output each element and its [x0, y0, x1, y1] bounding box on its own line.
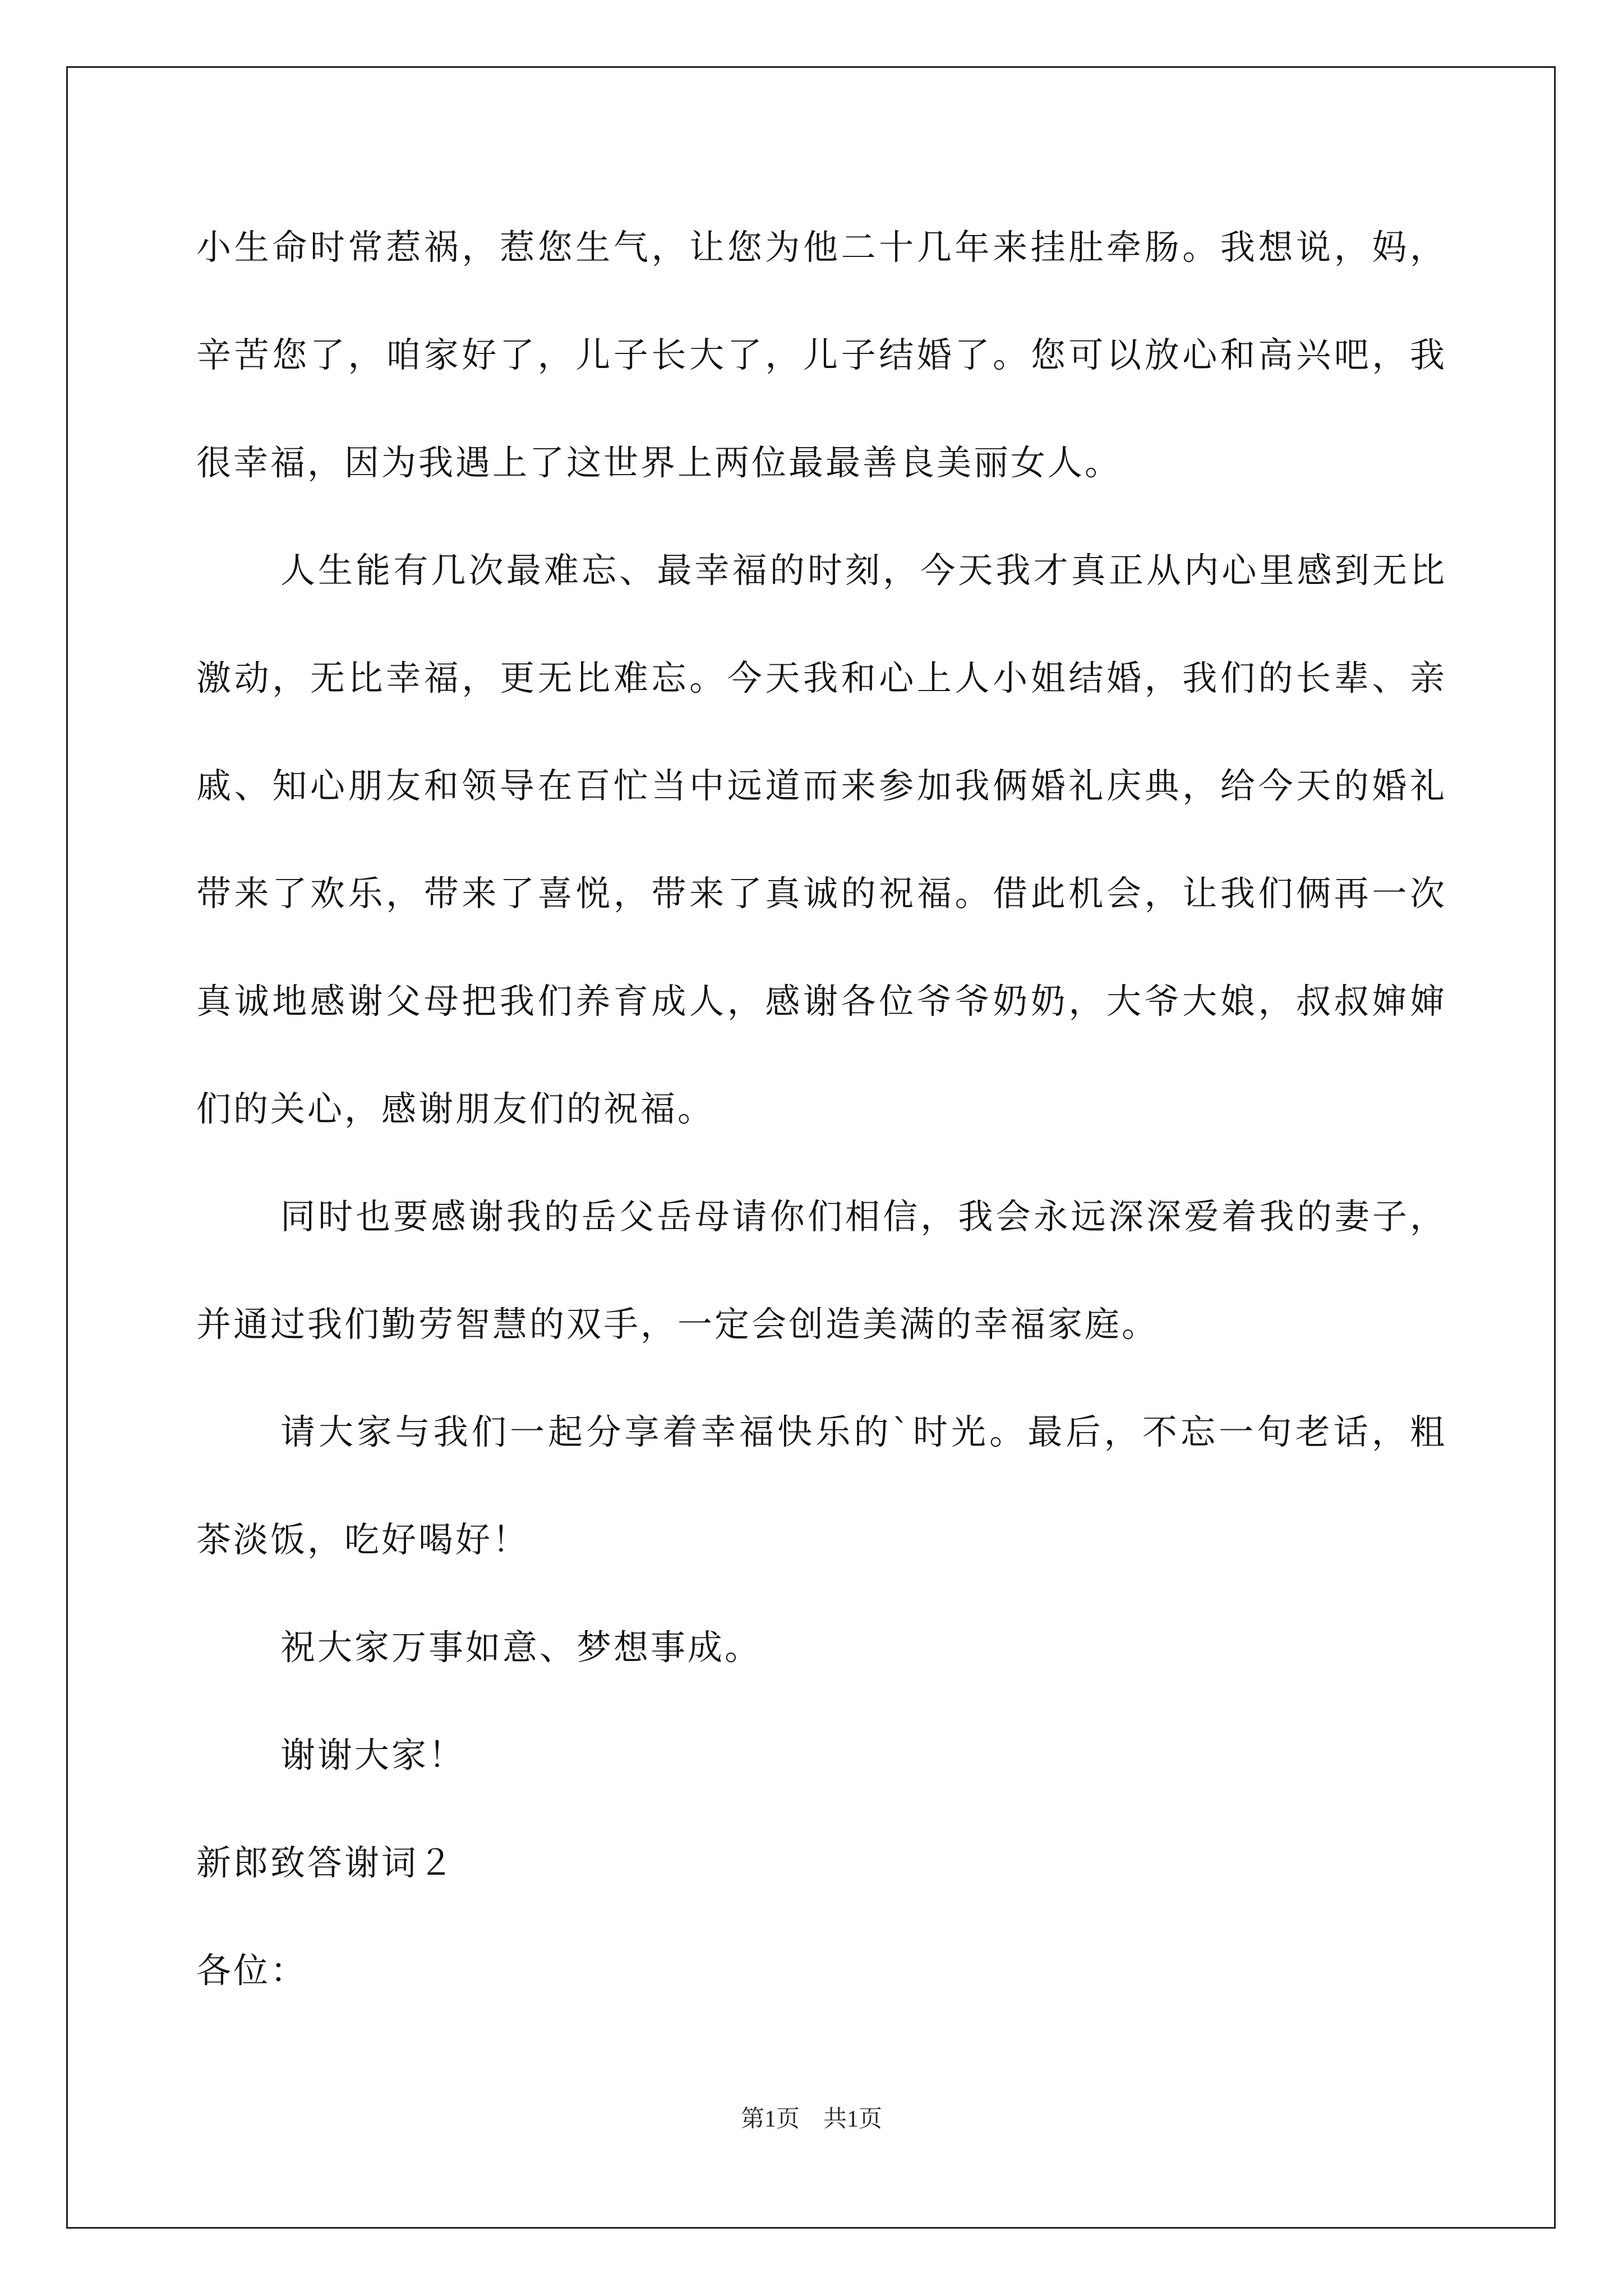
paragraph-thank-you: 谢谢大家！	[280, 1734, 466, 1775]
paragraph-wishes: 祝大家万事如意、梦想事成。	[280, 1627, 762, 1668]
document-body	[196, 194, 1447, 2024]
section-heading: 新郎致答谢词２	[196, 1842, 456, 1883]
page-number-footer: 第1页 共1页	[740, 2106, 882, 2132]
paragraph-thanks-in-laws: 同时也要感谢我的岳父岳母请你们相信，我会永远深深爱着我的妻子，并通过我们勤劳智慧的双手，一定会创造美满的幸福家庭。	[196, 1196, 1447, 1345]
paragraph-share-happiness: 请大家与我们一起分享着幸福快乐的`时光。最后，不忘一句老话，粗茶淡饭，吃好喝好！	[196, 1411, 1447, 1560]
paragraph-continuation: 小生命时常惹祸，惹您生气，让您为他二十几年来挂肚牵肠。我想说，妈，辛苦您了，咱家好了，儿子长大了，儿子结婚了。您可以放心和高兴吧，我很幸福，因为我遇上了这世界上两位最最善良美丽女人。	[196, 227, 1447, 483]
salutation: 各位：	[196, 1950, 308, 1991]
paragraph-thanks-guests: 人生能有几次最难忘、最幸福的时刻，今天我才真正从内心里感到无比激动，无比幸福，更无比难忘。今天我和心上人小姐结婚，我们的长辈、亲戚、知心朋友和领导在百忙当中远道而来参加我俩婚礼庆典，给今天的婚礼带来了欢乐，带来了喜悦，带来了真诚的祝福。借此机会，让我们俩再一次真诚地感谢父母把我们养育成人，感谢各位爷爷奶奶，大爷大娘，叔叔婶婶们的关心，感谢朋友们的祝福。	[196, 550, 1447, 1129]
